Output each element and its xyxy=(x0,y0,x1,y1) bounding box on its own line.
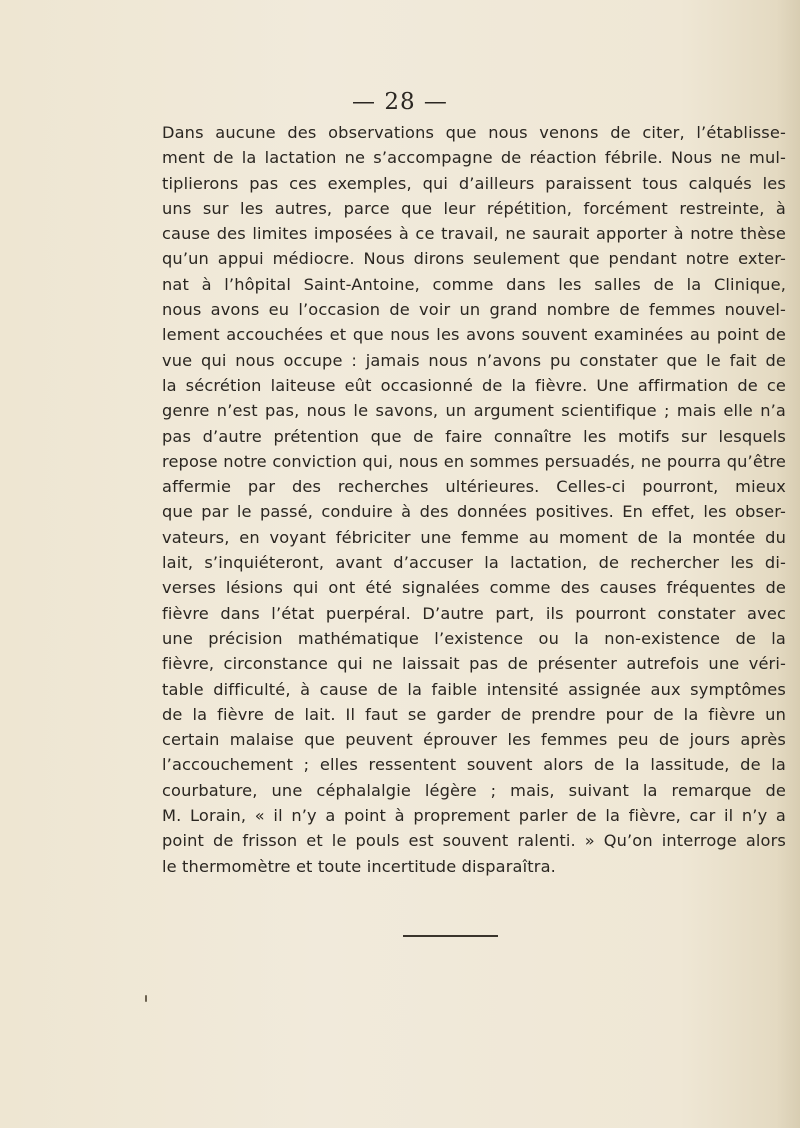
text-line: fièvre, circonstance qui ne laissait pas de présenter autrefois une véri- xyxy=(162,654,786,674)
text-line: nat à l’hôpital Saint-Antoine, comme dans les salles de la Clinique, xyxy=(162,274,786,294)
text-line: fièvre dans l’état puerpéral. D’autre part, ils pourront constater avec xyxy=(162,603,786,623)
text-line: ment de la lactation ne s’accompagne de réaction fébrile. Nous ne mul- xyxy=(162,148,786,168)
ink-speck xyxy=(145,995,147,1002)
text-line: table difficulté, à cause de la faible intensité assignée aux symptômes xyxy=(162,679,786,699)
text-line: uns sur les autres, parce que leur répétition, forcément restreinte, à xyxy=(162,198,786,218)
section-end-rule xyxy=(403,935,498,937)
text-line: qu’un appui médiocre. Nous dirons seulement que pendant notre exter- xyxy=(162,249,786,269)
text-line: verses lésions qui ont été signalées comme des causes fréquentes de xyxy=(162,578,786,598)
text-line: lement accouchées et que nous les avons souvent examinées au point de xyxy=(162,325,786,345)
text-line: repose notre conviction qui, nous en sommes persuadés, ne pourra qu’être xyxy=(162,451,786,471)
text-line: tiplierons pas ces exemples, qui d’ailleurs paraissent tous calqués les xyxy=(162,173,786,193)
text-line: de la fièvre de lait. Il faut se garder de prendre pour de la fièvre un xyxy=(162,704,786,724)
text-line: lait, s’inquiéteront, avant d’accuser la lactation, de rechercher les di- xyxy=(162,553,786,573)
text-line: cause des limites imposées à ce travail, ne saurait apporter à notre thèse xyxy=(162,224,786,244)
text-line: la sécrétion laiteuse eût occasionné de la fièvre. Une affirmation de ce xyxy=(162,375,786,395)
text-line: M. Lorain, « il n’y a point à proprement parler de la fièvre, car il n’y a xyxy=(162,806,786,826)
text-line-last: le thermomètre et toute incertitude disparaîtra. xyxy=(162,856,556,876)
text-line: pas d’autre prétention que de faire connaître les motifs sur lesquels xyxy=(162,426,786,446)
text-line: une précision mathématique l’existence ou la non-existence de la xyxy=(162,628,786,648)
text-line: vue qui nous occupe : jamais nous n’avons pu constater que le fait de xyxy=(162,350,786,370)
text-line: que par le passé, conduire à des données positives. En effet, les obser- xyxy=(162,502,786,522)
body-paragraph xyxy=(162,120,786,879)
text-line: genre n’est pas, nous le savons, un argument scientifique ; mais elle n’a xyxy=(162,401,786,421)
text-line: courbature, une céphalalgie légère ; mais, suivant la remarque de xyxy=(162,780,786,800)
text-line: vateurs, en voyant fébriciter une femme au moment de la montée du xyxy=(162,527,786,547)
text-line: affermie par des recherches ultérieures. Celles-ci pourront, mieux xyxy=(162,477,786,497)
text-line: nous avons eu l’occasion de voir un grand nombre de femmes nouvel- xyxy=(162,300,786,320)
text-line: Dans aucune des observations que nous venons de citer, l’établisse- xyxy=(162,123,786,142)
text-line: certain malaise que peuvent éprouver les femmes peu de jours après xyxy=(162,730,786,750)
text-line: point de frisson et le pouls est souvent ralenti. » Qu’on interroge alors xyxy=(162,831,786,851)
text-line: l’accouchement ; elles ressentent souvent alors de la lassitude, de la xyxy=(162,755,786,775)
page-number: — 28 — xyxy=(352,89,448,115)
